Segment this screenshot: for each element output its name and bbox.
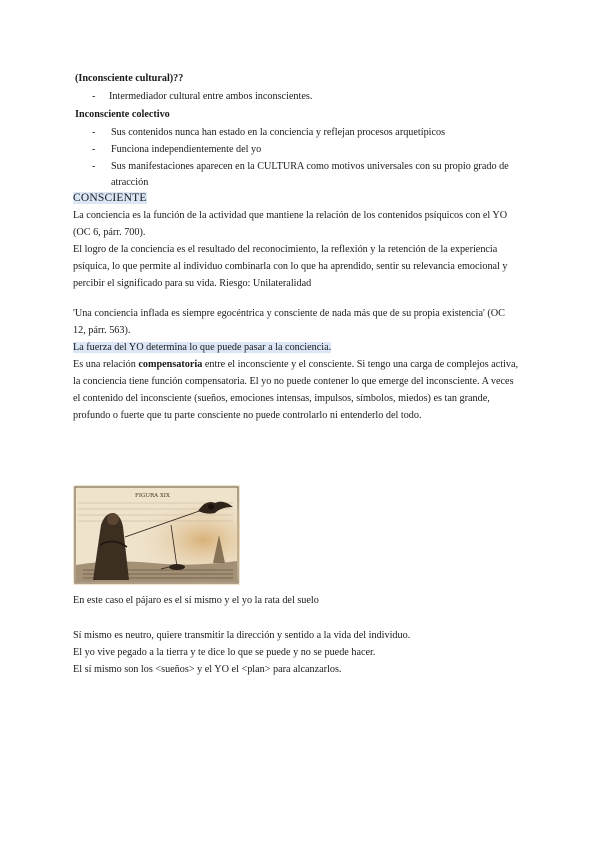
bullet-dash: - [92, 91, 96, 102]
closing-line: Sí mismo es neutro, quiere transmitir la dirección y sentido a la vida del individuo. [73, 630, 411, 641]
consciente-heading [73, 190, 147, 207]
figure-caption: En este caso el pájaro es el sí mismo y el yo la rata del suelo [73, 595, 319, 606]
list-item: Sus contenidos nunca han estado en la conciencia y reflejan procesos arquetípicos [111, 127, 446, 138]
figure-label: FIGURA XIX [135, 493, 170, 499]
paragraph-line: el contenido del inconsciente (sueños, emociones intensas, impulsos, símbolos, miedos) es tan grande, [73, 393, 490, 404]
bullet-dash: - [92, 161, 96, 172]
paragraph-line: La conciencia es la función de la actividad que mantiene la relación de los contenidos psíquicos con el YO [73, 210, 508, 221]
alchemical-engraving-image [73, 485, 240, 585]
highlighted-text: La fuerza del YO determina lo que puede pasar a la conciencia. [73, 342, 332, 353]
paragraph-line: El logro de la conciencia es el resultado del reconocimiento, la reflexión y la retención de la experiencia [73, 244, 498, 255]
section-title-colectivo: Inconsciente colectivo [75, 109, 170, 120]
paragraph-line: la conciencia tiene función compensatoria. El yo no puede contener lo que emerge del inconsciente. A veces [73, 376, 514, 387]
list-item: Intermediador cultural entre ambos inconscientes. [109, 91, 313, 102]
quote-line: 12, párr. 563). [73, 325, 131, 336]
list-item-continuation: atracción [111, 177, 149, 188]
paragraph-line [73, 356, 518, 373]
bullet-dash: - [92, 144, 96, 155]
highlight-line [73, 339, 331, 356]
engraving-illustration [73, 485, 240, 585]
closing-line: El sí mismo son los <sueños> y el YO el <plan> para alcanzarlos. [73, 664, 342, 675]
consciente-heading-text: CONSCIENTE [73, 192, 147, 204]
paragraph-line: psíquica, lo que permite al individuo combinarla con lo que ha aprendido, sentir su relevancia emocional y [73, 261, 508, 272]
bold-term: compensatoria [138, 359, 203, 370]
quote-line: 'Una conciencia inflada es siempre egocéntrica y consciente de nada más que de su propia existencia' (OC [73, 308, 505, 319]
text-span: Es una relación [73, 359, 139, 370]
paragraph-line: percibir el significado para su vida. Riesgo: Unilateralidad [73, 278, 312, 289]
text-span: entre el inconsciente y el consciente. Si tengo una carga de complejos activa, [202, 359, 519, 370]
paragraph-line: (OC 6, párr. 700). [73, 227, 146, 238]
section-title-cultural: (Inconsciente cultural)?? [75, 73, 184, 84]
list-item: Sus manifestaciones aparecen en la CULTURA como motivos universales con su propio grado de [111, 161, 509, 172]
list-item: Funciona independientemente del yo [111, 144, 262, 155]
paragraph-line: profundo o fuerte que tu parte consciente no puede controlarlo ni entenderlo del todo. [73, 410, 422, 421]
closing-line: El yo vive pegado a la tierra y te dice lo que se puede y no se puede hacer. [73, 647, 376, 658]
bullet-dash: - [92, 127, 96, 138]
